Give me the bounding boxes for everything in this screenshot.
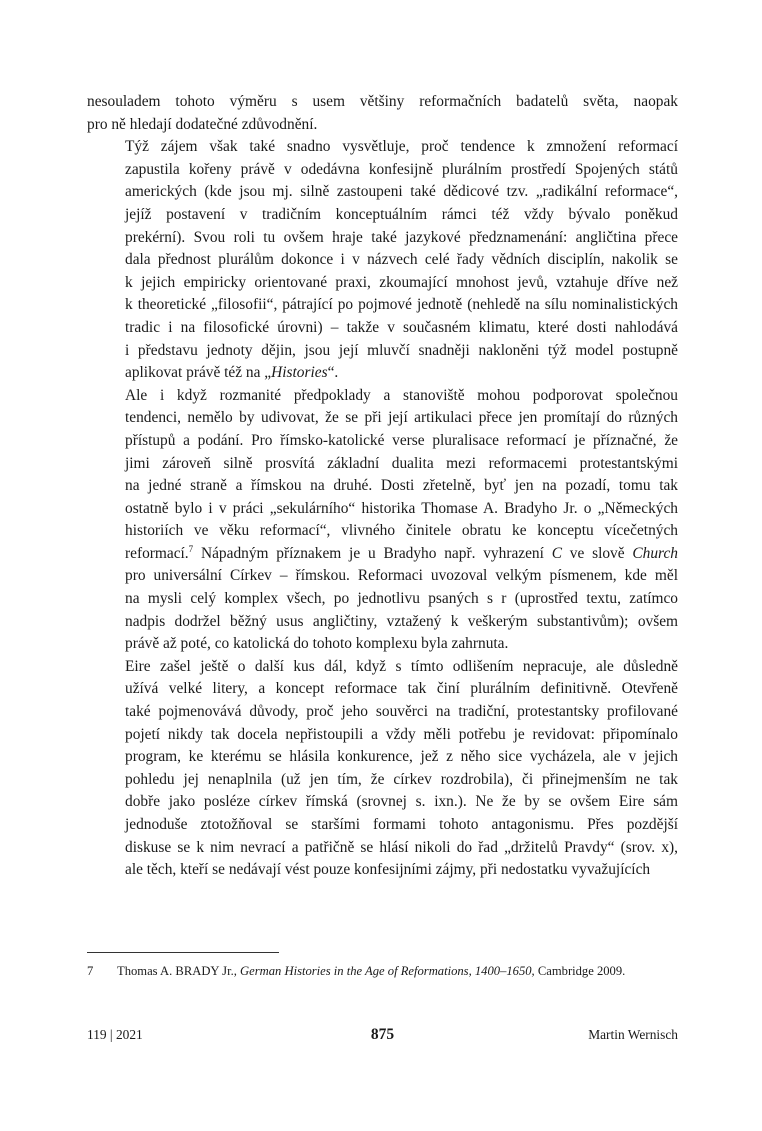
text-line: program, ke kterému se hlásila konkurence, jež z něho sice vycházela, ale v jejich [125,748,678,766]
text-line: na mysli celý komplex všech, po jednotlivu psaných s r (uprostřed textu, zatímco [125,590,678,608]
text-line: k jejich empiricky orientované praxi, zkoumající mnohost jevů, vztahuje dříve než [125,273,678,291]
paragraph [87,91,678,136]
text-line: historiích ve věku reformací“, vlivného činitele obratu ke konceptu vícečetných [125,522,678,540]
text-line: Eire zašel ještě o další kus dál, když s tímto odlišením nepracuje, ale důsledně [125,657,678,675]
text-line: pojetí nikdy tak docela nepřistoupili a vždy měli potřebu je revidovat: připomínalo [125,725,678,743]
page-footer [87,1027,678,1047]
text-line: reformací.$^7$ Nápadným příznakem je u Bradyho např. vyhrazení C ve slově Church [125,543,678,562]
text-line: Týž zájem však také snadno vysvětluje, proč tendence k zmnožení reformací [125,138,678,156]
text-line: nesouladem tohoto výměru s usem většiny reformačních badatelů světa, naopak [87,93,678,110]
page-number: 875 [370,1026,395,1043]
text-line: také pojmenovává důvody, proč jeho souvěrci na tradiční, protestantsky profilované [125,703,678,721]
running-author: Martin Wernisch [588,1027,678,1042]
footnote-number: 7 [87,964,94,978]
text-line: k theoretické „filosofii“, pátrající po pojmové jednotě (nehledě na sílu nominalistických [125,296,678,314]
text-line: pohledu jej nenaplnila (už jen tím, že církev rozdrobila), či přinejmenším ne tak [125,770,678,788]
text-line: aplikovat právě též na „Histories“. [125,364,339,382]
text-line: dobře jako posléze církev římská (srovnej s. ixn.). Ne že by se ovšem Eire sám [125,793,678,811]
text-line: užívá velké litery, a koncept reformace tak činí plurálním definitivně. Otevřeně [125,680,678,698]
text-line: na jedné straně a římskou na druhé. Dosti zřetelně, byť jen na pozadí, tomu tak [125,477,678,495]
text-line: jimi zároveň silně prosvítá základní dualita mezi reformacemi protestantskými [125,454,678,472]
footnote [87,963,678,979]
footnote-rule [87,952,279,953]
text-line: jednoduše ztotožňoval se staršími formami tohoto antagonismu. Přes pozdější [125,816,678,833]
text-line: amerických (kde jsou mj. silně zastoupeni také dědicové tzv. „radikální reformace“, [125,183,678,201]
text-line: tradic i na filosofické úrovni) – takže v současném klimatu, které dosti nahlodává [125,318,678,336]
body-text [87,91,678,882]
text-line: diskuse se k nim nevrací a patřičně se hlásí nikoli do řad „držitelů Pravdy“ (srov. x), [125,838,678,856]
footnote-title: German Histories in the Age of Reformations, 1400–1650, [240,964,535,978]
footnote-rest: Cambridge 2009. [537,964,626,978]
text-line: ale těch, kteří se nedávají vést pouze konfesijními zájmy, při nedostatku vyvažujících [125,861,651,879]
paragraph [87,656,678,882]
text-line: tendenci, nemělo by udivovat, že se při její artikulaci přece jen promítají do různých [125,409,678,427]
paragraph [87,136,678,385]
text-line: zapustila kořeny právě v odedávna konfesijně plurálním prostředí Spojených států [125,160,678,178]
paragraph [87,385,678,656]
text-line: prekérní). Svou roli tu ovšem hraje také jazykové předznamenání: angličtina přece [125,228,678,246]
footnote-author: Thomas A. BRADY Jr., [117,964,237,978]
text-line: nadpis dodržel běžný usus angličtiny, vztažený k veškerým substantivům); ovšem [125,612,678,630]
journal-issue: 119 | 2021 [87,1027,143,1042]
text-line: přístupů a podání. Pro římsko-katolické verse pluralisace reformací je příznačné, že [125,431,678,449]
text-line: právě až poté, co katolická do tohoto komplexu byla zahrnuta. [125,635,509,653]
text-line: ostatně bylo i v práci „sekulárního“ historika Thomase A. Bradyho Jr. o „Německých [125,499,678,517]
text-line: i představu jednoty dějin, jsou její mluvčí snadněji nakloněni týž model postupně [125,341,678,359]
text-line: pro ně hledají dodatečné zdůvodnění. [87,115,318,133]
text-line: jejíž postavení v tradičním konceptuálním rámci též vždy bývalo poněkud [125,205,678,223]
text-line: dala přednost plurálům dokonce i v názvech celé řady vědních disciplín, nakolik se [125,251,678,269]
text-line: Ale i když rozmanité předpoklady a stanoviště mohou podporovat společnou [125,386,678,404]
text-line: pro universální Církev – římskou. Reformaci uvozoval velkým písmenem, kde měl [125,567,678,585]
